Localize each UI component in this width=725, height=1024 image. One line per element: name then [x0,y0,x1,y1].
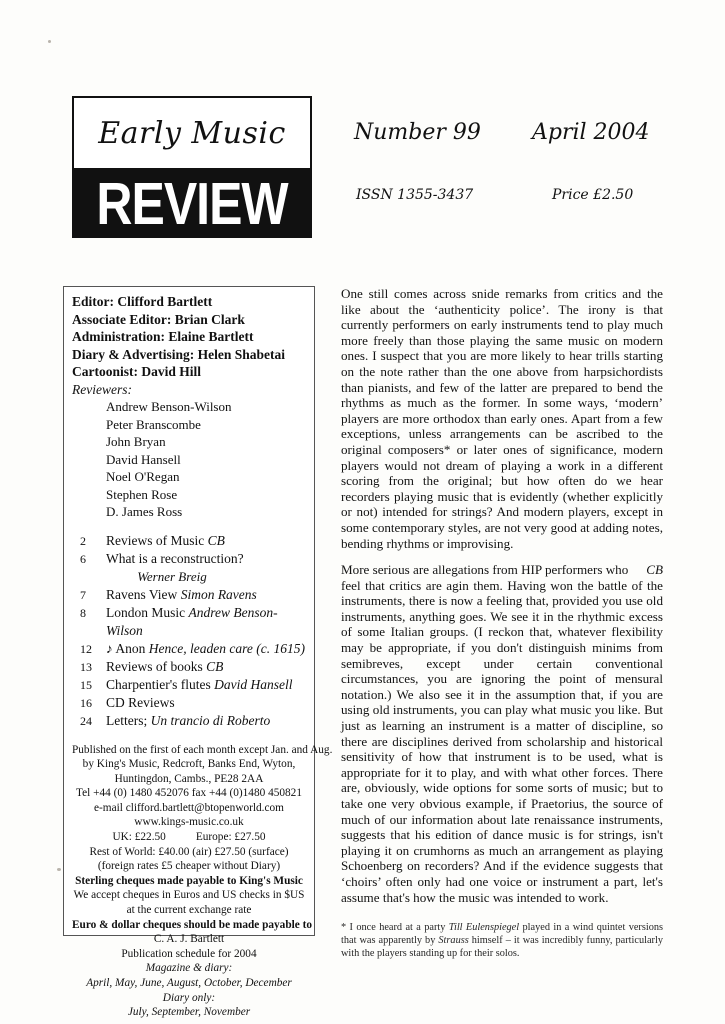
reviewer-name: Peter Branscombe [106,416,201,432]
reviewer-name: David Hansell [106,451,181,467]
toc-page-number: 16 [80,695,92,710]
scan-speck [48,40,51,43]
publication-line-2: by King's Music, Redcroft, Banks End, Wyton, [82,758,296,771]
staff-cartoonist: Cartoonist: David Hill [72,364,202,379]
toc-entry [72,694,306,712]
toc-entry [72,658,306,676]
diary-only-label: Diary only: [162,991,216,1004]
toc-title [106,640,305,658]
footnote-composer-name: Strauss [438,935,469,947]
toc-page-number: 6 [80,551,86,566]
price: Price £2.50 [552,187,634,203]
toc-author: Hence, leaden care (c. 1615) [148,640,305,656]
table-of-contents [72,532,306,730]
toc-title: Letters; Un trancio di Roberto [106,712,271,728]
music-note-icon: ♪ Anon [106,640,149,656]
toc-entry [72,676,306,694]
toc-subline-author: Werner Breig [137,568,207,584]
toc-author: CB [206,658,224,674]
magazine-diary-label: Magazine & diary: [145,962,233,975]
euro-dollar-cheques-note: Euro & dollar cheques should be made payable to [72,918,312,931]
scan-speck [57,868,61,871]
reviewer-name: John Bryan [106,434,166,449]
rate-foreign-note: (foreign rates £5 cheaper without Diary) [97,860,281,873]
diary-only-months: July, September, November [127,1006,251,1019]
editorial-paragraph-2: CB More serious are allegations from HIP performers who feel that critics are agin them. Having won the battle of the instruments, there is now a feeling that, provided you use old instruments, anything goes. We see it in the rhythmic excess of some Italian groups. (I reckon that, whatever flexibility may be appropriate, if you don't distinguish minims from semibreves, except under certain conventional circumstances, you are ignoring the point of mensural notation.) We also see it in the assumption that, if you are using old instruments, you can play what music you like. But just as learning an instrument is a matter of discipline, so there are disciplines derived from scholarship and historical sensitivity of how that instrument is to be used, what is appropriate for it to play, and with what other forces. There are, obviously, wide options for some sorts of music; but to take one very obvious example, if Praetorius, the source of much of our information about late renaissance instruments, suggests that his edition of dance music is for strings, isn't playing it on crumhorns as much an arrangement as playing Schoenberg on recorders? And if the evidence suggests that ‘choirs’ often only had one voice or instrument a part, let's assume that's how the music was intended to work. [341,562,663,905]
toc-title: Charpentier's flutes David Hansell [106,676,293,692]
issn: ISSN 1355-3437 [356,187,474,203]
toc-entry [72,712,306,730]
toc-title: Ravens View Simon Ravens [106,586,257,602]
toc-entry [72,604,306,640]
footnote-work-title: Till Eulenspiegel [448,922,520,934]
subscription-rates-row [72,830,306,845]
masthead [62,96,662,241]
staff-diary-advertising: Diary & Advertising: Helen Shabetai [72,346,285,362]
reviewers-label: Reviewers: [72,381,132,397]
masthead-info-box [63,286,333,1019]
journal-logo [72,96,312,238]
issue-date: April 2004 [532,120,650,145]
editorial-column [341,286,663,960]
toc-author: CB [207,532,225,548]
reviewer-name: D. James Ross [106,504,183,519]
magazine-diary-months: April, May, June, August, October, December [86,977,292,989]
toc-page-number: 8 [80,605,86,620]
accepted-payments-note: We accept cheques in Euros and US checks in $US at the current exchange rate [73,889,305,917]
toc-author: Andrew Benson-Wilson [106,604,278,638]
reviewer-name: Noel O'Regan [106,469,180,484]
toc-page-number: 24 [80,713,92,728]
sterling-cheques-note: Sterling cheques made payable to King's Music [75,874,303,887]
staff-editor: Editor: Clifford Bartlett [72,294,213,309]
toc-entry [72,586,306,604]
rate-rest-of-world: Rest of World: £40.00 (air) £27.50 (surface) [89,845,289,858]
publication-schedule-title: Publication schedule for 2004 [121,947,257,960]
email-address: e-mail clifford.bartlett@btopenworld.com [94,801,284,814]
rate-uk: UK: £22.50 [112,831,166,844]
logo-review-text: REVIEW [96,170,288,238]
reviewer-name: Stephen Rose [106,486,178,502]
rate-europe: Europe: £27.50 [195,831,266,844]
staff-associate-editor: Associate Editor: Brian Clark [72,311,245,327]
toc-title: What is a reconstruction? [106,550,244,566]
telephone-fax: Tel +44 (0) 1480 452076 fax +44 (0)1480 450821 [76,787,302,800]
toc-entry [72,640,306,658]
toc-title: Reviews of Music CB [106,532,225,548]
publication-address: Huntingdon, Cambs., PE28 2AA [114,772,264,785]
editorial-paragraph-1: One still comes across snide remarks from critics and the like about the ‘authenticity police’. The irony is that currently performers on early instruments tend to play much more freely than those playing the same music on modern ones. I suspect that you are more likely to hear trills starting on the note rather than the one above from harpsichordists than pianists, and few of the latter are prepared to bend the rhythms as much as the former. In some ways, ‘modern’ players are more orthodox than early ones. Apart from a few exceptions, unless arrangements can be ascribed to the original composers* or later ones of significance, modern players would not dream of playing a work in a different scoring from the original; but how often do we hear recorders playing music that is evidently (whether explicitly or not) intended for strings? And modern players, except in some contemporary styles, are not very good at adding notes, bending rhythms or improvising. [341,286,663,551]
logo-early-music-text: Early Music [98,115,286,151]
toc-author: Simon Ravens [180,586,257,602]
toc-author: Un trancio di Roberto [150,712,271,728]
staff-administration: Administration: Elaine Bartlett [72,329,254,344]
toc-entry [72,532,306,550]
logo-upper-panel [74,98,310,170]
toc-page-number: 2 [80,533,86,548]
toc-title: CD Reviews [106,694,175,710]
publication-line-1: Published on the first of each month except Jan. and Aug. [72,743,333,756]
logo-lower-panel [74,170,310,238]
reviewer-name: Andrew Benson-Wilson [106,399,232,414]
toc-page-number: 12 [80,641,92,656]
publication-details [72,743,333,1020]
toc-entry [72,550,306,568]
toc-title: London Music Andrew Benson-Wilson [106,604,278,638]
toc-page-number: 15 [80,677,92,692]
payee-name: C. A. J. Bartlett [153,933,225,946]
toc-author: David Hansell [214,676,293,692]
staff-list [72,293,306,521]
toc-title: Reviews of books CB [106,658,224,674]
editorial-signature: CB [646,562,663,578]
website-url: www.kings-music.co.uk [134,816,244,829]
editorial-footnote: * I once heard at a party Till Eulenspiegel played in a wind quintet versions that was apparently by Strauss himself – it was incredibly funny, particularly with the players standing up for their solos. [341,922,664,960]
toc-page-number: 7 [80,587,86,602]
toc-page-number: 13 [80,659,92,674]
issue-number: Number 99 [354,120,481,145]
